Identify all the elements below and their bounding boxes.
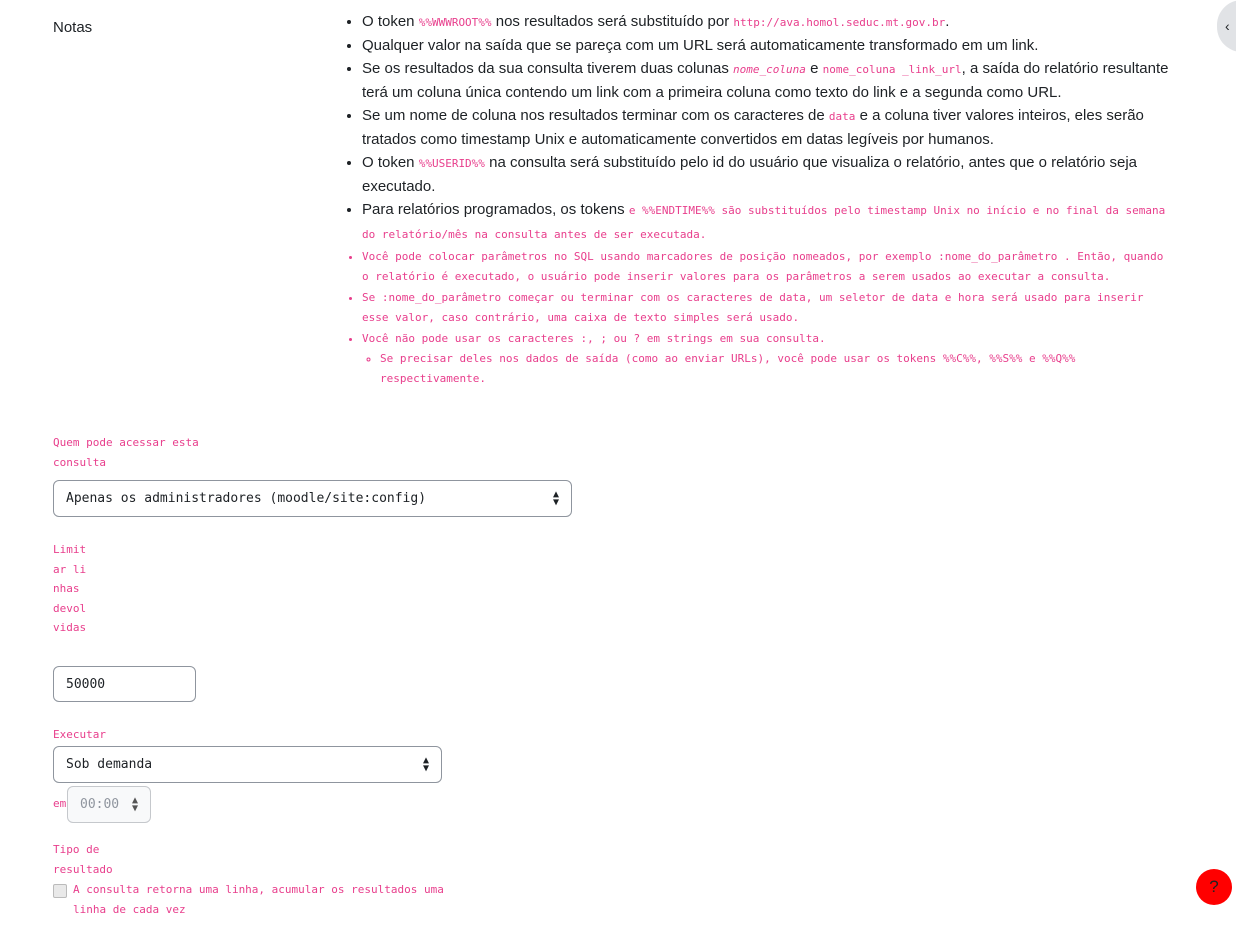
note-item: • Se :nome_do_parâmetro começar ou terminar com os caracteres de data, um seletor de data e hora será usado para inserir esse valor, caso contrário, uma caixa de texto simples será usado.	[362, 288, 1172, 328]
notes-list	[348, 10, 1172, 389]
note-item: • Para relatórios programados, os tokens e %%ENDTIME%% são substituídos pelo timestamp Unix no início e no final da semana do relatório/mês na consulta antes de ser executada.	[362, 198, 1172, 246]
note-item: • Se os resultados da sua consulta tiverem duas colunas nome_coluna e nome_coluna _link_url, a saída do relatório resultante terá um coluna única contendo um link com a primeira coluna como texto do link e a segunda como URL.	[362, 57, 1172, 104]
result-type-label: Tipo de resultado	[53, 843, 113, 876]
access-select[interactable]	[53, 480, 572, 517]
question-icon: ?	[1209, 877, 1219, 896]
access-label: Quem pode acessar esta consulta	[53, 436, 199, 469]
notes-label: Notas	[53, 19, 93, 36]
note-item: • Você pode colocar parâmetros no SQL usando marcadores de posição nomeados, por exemplo :nome_do_parâmetro . Então, quando o relatório é executado, o usuário pode inserir valores para os parâmetros a serem usados ao executar a consulta.	[362, 247, 1172, 287]
note-item: • Você não pode usar os caracteres :, ; ou ? em strings em sua consulta. ◦ Se precisar deles nos dados de saída (como ao enviar URLs), você pode usar os tokens %%C%%, %%S%% e %%Q%% respectivamente.	[362, 329, 1172, 389]
note-item: • Se um nome de coluna nos resultados terminar com os caracteres de data e a coluna tiver valores inteiros, eles serão tratados como timestamp Unix e automaticamente convertidos em datas legíveis por humanos.	[362, 104, 1172, 151]
result-type-checkbox-label[interactable]: A consulta retorna uma linha, acumular os resultados uma linha de cada vez	[73, 883, 444, 916]
select-arrows-icon: ▲ ▼	[552, 488, 559, 508]
result-type-checkbox[interactable]	[53, 884, 67, 898]
select-arrows-icon: ▲ ▼	[422, 754, 429, 774]
note-subitem: ◦ Se precisar deles nos dados de saída (como ao enviar URLs), você pode usar os tokens %%C%%, %%S%% e %%Q%% respectivamente.	[380, 349, 1172, 389]
run-select[interactable]	[53, 746, 442, 783]
run-label: Executar	[53, 728, 106, 741]
note-item: • Qualquer valor na saída que se pareça com um URL será automaticamente transformado em um link.	[362, 34, 1172, 57]
run-select-value: Sob demanda	[66, 757, 153, 772]
limit-input-value: 50000	[66, 676, 106, 692]
run-at-label: em	[53, 797, 67, 810]
limit-input[interactable]	[53, 666, 196, 702]
time-select[interactable]	[67, 786, 151, 823]
note-item: • O token %%USERID%% na consulta será substituído pelo id do usuário que visualiza o relatório, antes que o relatório seja executado.	[362, 151, 1172, 198]
select-arrows-icon: ▲ ▼	[131, 794, 138, 814]
note-item: • O token %%WWWROOT%% nos resultados será substituído por http://ava.homol.seduc.mt.gov.br.	[362, 10, 1172, 34]
access-select-value: Apenas os administradores (moodle/site:config)	[66, 491, 427, 506]
time-select-value: 00:00	[80, 797, 120, 812]
help-button[interactable]	[1196, 869, 1232, 905]
limit-label: Limitar linhas devolvidas	[53, 543, 87, 634]
drawer-toggle-button[interactable]	[1217, 0, 1236, 52]
chevron-left-icon: ‹	[1225, 18, 1230, 34]
